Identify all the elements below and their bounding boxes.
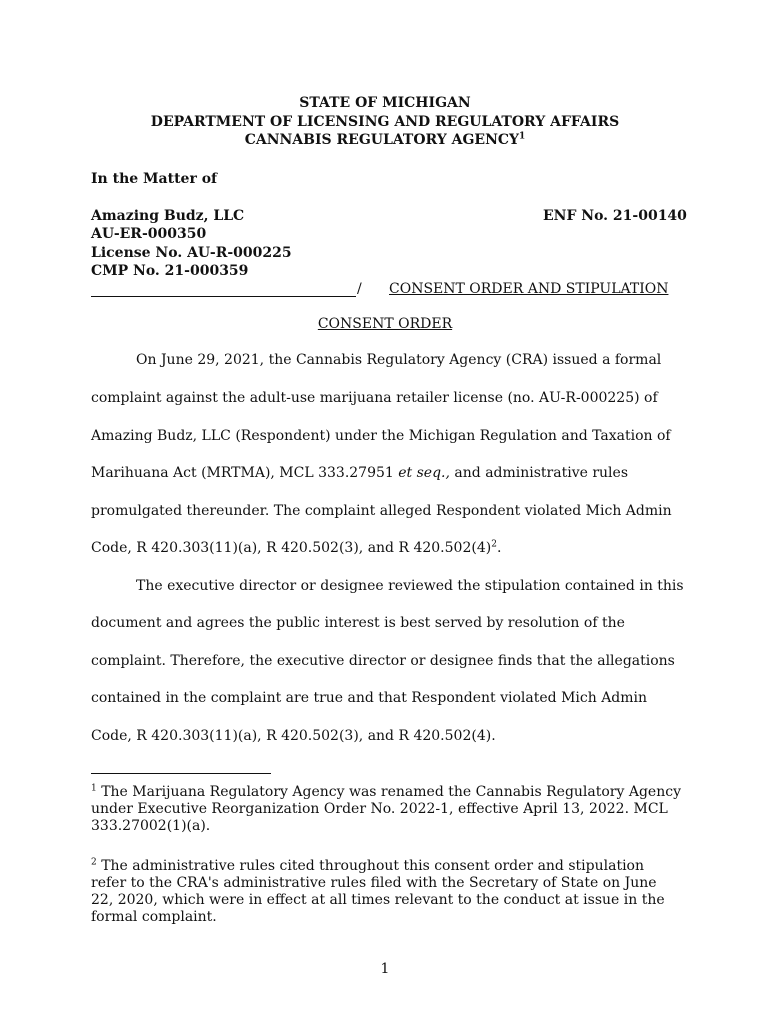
p2-line-2: document and agrees the public interest is best served by resolution of the [91, 615, 625, 631]
p2-line-3: complaint. Therefore, the executive director or designee finds that the allegations [91, 653, 675, 669]
caption-slash: / [357, 281, 362, 297]
cmp-number: CMP No. 21-000359 [91, 263, 249, 279]
in-the-matter-of: In the Matter of [91, 171, 218, 187]
header-state: STATE OF MICHIGAN [299, 95, 471, 111]
footnote-1 [91, 784, 681, 835]
p1-line-4 [91, 463, 628, 483]
caption-rule [91, 296, 356, 297]
p1-line-3: Amazing Budz, LLC (Respondent) under the Michigan Regulation and Taxation of [91, 428, 671, 444]
footnote-1-mark: 1 [91, 783, 97, 794]
footnote-2 [91, 858, 681, 926]
footnote-ref-1: 1 [519, 131, 526, 142]
au-er-number: AU-ER-000350 [91, 226, 207, 242]
p2-line-4: contained in the complaint are true and that Respondent violated Mich Admin [91, 690, 648, 706]
p1-line-2: complaint against the adult-use marijuana retailer license (no. AU-R-000225) of [91, 390, 658, 406]
footnote-ref-2: 2 [491, 539, 497, 550]
p1-line-1: On June 29, 2021, the Cannabis Regulatory Agency (CRA) issued a formal [136, 352, 662, 368]
footnote-2-text: The administrative rules cited throughout this consent order and stipulation refer to the CRA's administrative rules filed with the Secretary of State on June 22, 2020, which were in effect at all times relevant to the conduct at issue in the formal complaint. [91, 858, 665, 925]
p1-line-4-a: Marihuana Act (MRTMA), MCL 333.27951 [91, 465, 399, 481]
enf-number: ENF No. 21-00140 [543, 208, 687, 224]
p2-line-1: The executive director or designee reviewed the stipulation contained in this [136, 578, 684, 594]
p1-line-6-text: Code, R 420.303(11)(a), R 420.502(3), and R 420.502(4) [91, 540, 492, 556]
p1-line-4-b: and administrative rules [449, 465, 629, 481]
p1-line-6-end: . [496, 540, 502, 556]
respondent-name: Amazing Budz, LLC [91, 208, 245, 224]
document-title: CONSENT ORDER AND STIPULATION [389, 281, 669, 297]
footnote-1-text: The Marijuana Regulatory Agency was renamed the Cannabis Regulatory Agency under Executive Reorganization Order No. 2022-1, effective April 13, 2022. MCL 333.27002(1)(a). [91, 784, 681, 834]
footnote-separator [91, 773, 271, 774]
header-agency-text: CANNABIS REGULATORY AGENCY [244, 132, 520, 148]
section-title: CONSENT ORDER [317, 316, 453, 332]
page-number: 1 [380, 961, 390, 977]
footnote-2-mark: 2 [91, 857, 97, 868]
p1-line-4-italic: et seq., [398, 465, 450, 481]
header-agency [0, 131, 770, 150]
header-department: DEPARTMENT OF LICENSING AND REGULATORY AFFAIRS [150, 114, 620, 130]
p1-line-5: promulgated thereunder. The complaint alleged Respondent violated Mich Admin [91, 503, 672, 519]
p2-line-5: Code, R 420.303(11)(a), R 420.502(3), and R 420.502(4). [91, 728, 496, 744]
p1-line-6 [91, 538, 501, 558]
license-number: License No. AU-R-000225 [91, 245, 292, 261]
